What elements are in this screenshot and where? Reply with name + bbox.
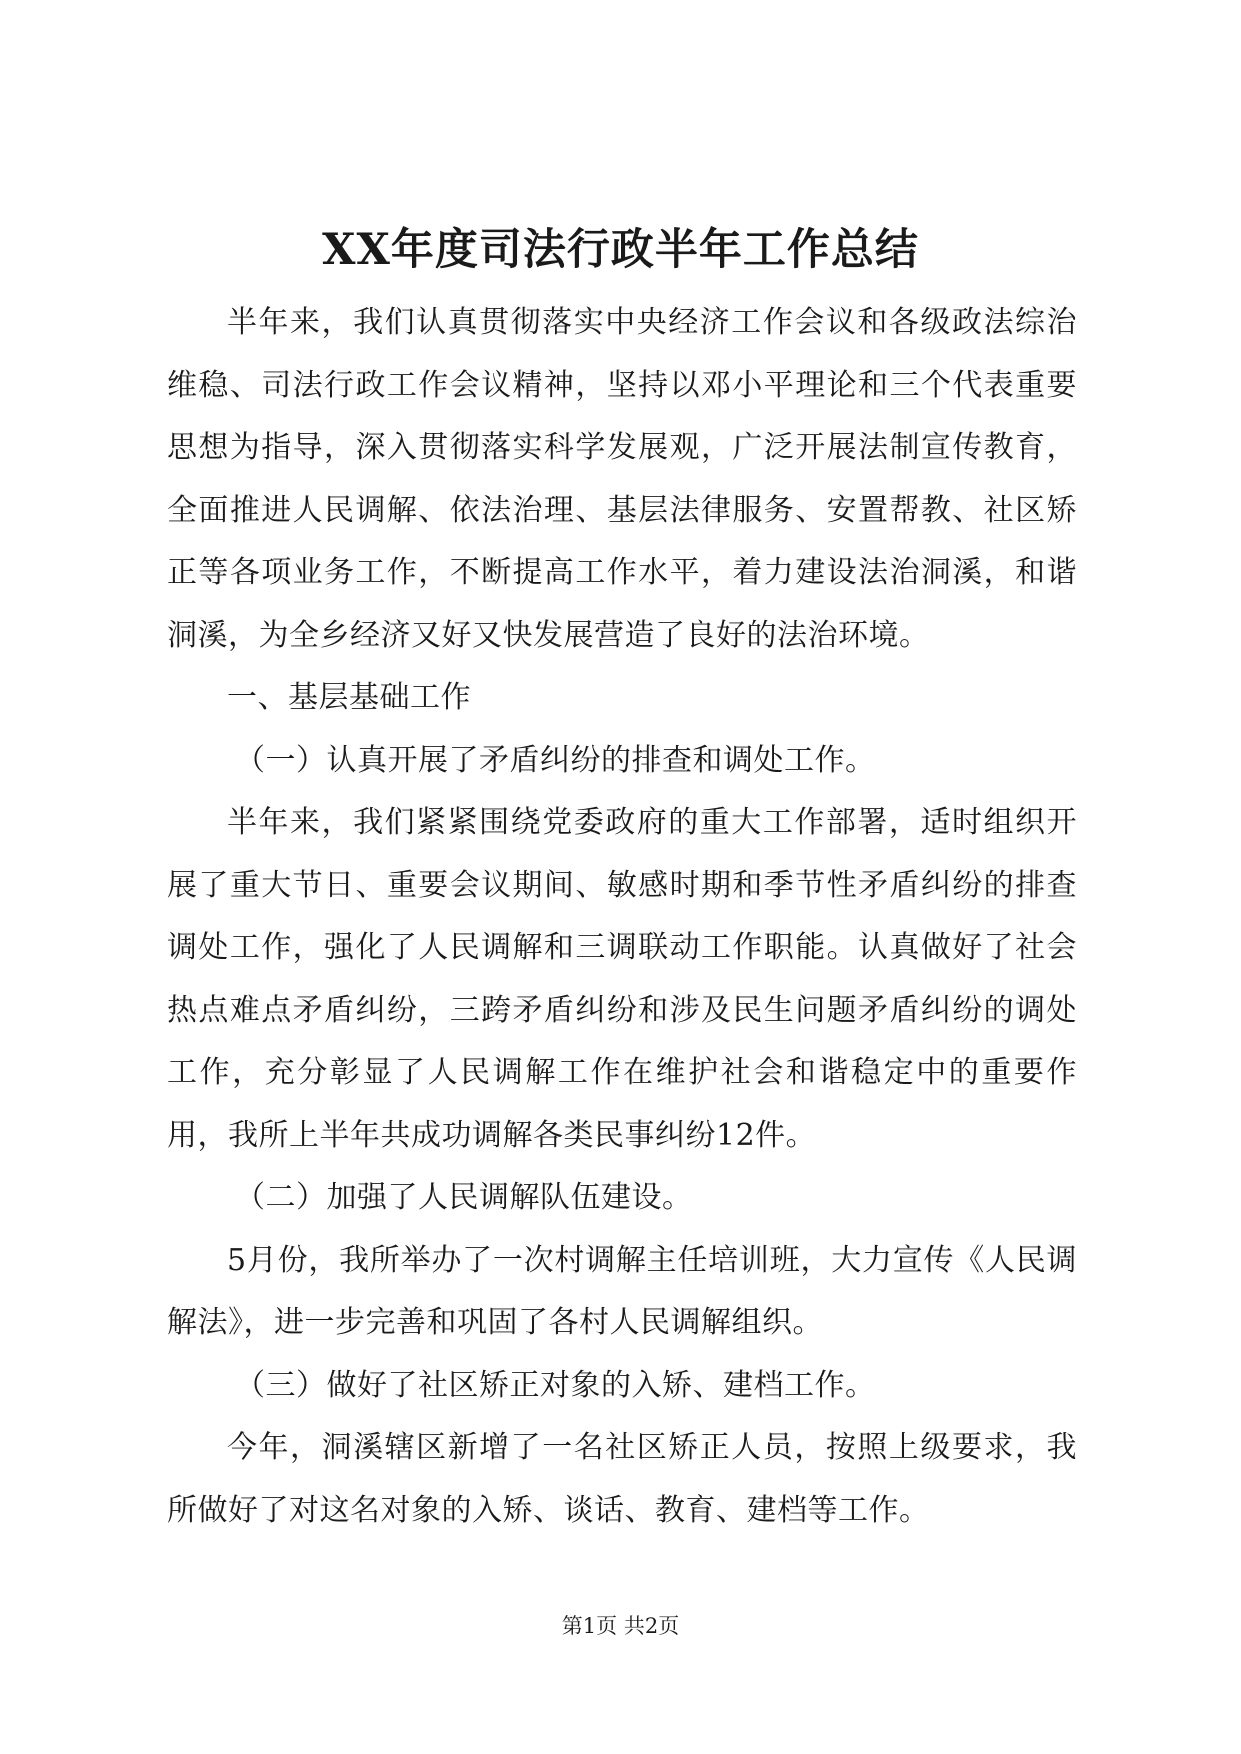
subsection-heading: （一）认真开展了矛盾纠纷的排查和调处工作。 [235,742,876,778]
subsection-heading: （二）加强了人民调解队伍建设。 [235,1180,693,1215]
paragraph-intro: 半年来，我们认真贯彻落实中央经济工作会议和各级政法综治维稳、司法行政工作会议精神，坚持以邓小平理论和三个代表重要思想为指导，深入贯彻落实科学发展观，广泛开展法制宣传教育，全面推进人民调解、依法治理、基层法律服务、安置帮教、社区矫正等各项业务工作，不断提高工作水平，着力建设法治洞溪，和谐洞溪，为全乡经济又好又快发展营造了良好的法治环境。 [167,305,1077,653]
section-heading: 一、基层基础工作 [227,680,471,715]
page-number-footer: 第1页 共2页 [561,1614,680,1638]
document-title: XX年度司法行政半年工作总结 [322,225,919,275]
paragraph: 半年来，我们紧紧围绕党委政府的重大工作部署，适时组织开展了重大节日、重要会议期间、敏感时期和季节性矛盾纠纷的排查调处工作，强化了人民调解和三调联动工作职能。认真做好了社会热点难点矛盾纠纷，三跨矛盾纠纷和涉及民生问题矛盾纠纷的调处工作，充分彰显了人民调解工作在维护社会和谐稳定中的重要作用，我所上半年共成功调解各类民事纠纷12件。 [167,805,1077,1153]
paragraph: 5月份，我所举办了一次村调解主任培训班，大力宣传《人民调解法》，进一步完善和巩固了各村人民调解组织。 [167,1242,1077,1340]
subsection-heading: （三）做好了社区矫正对象的入矫、建档工作。 [235,1367,876,1403]
document-body [167,292,1077,1542]
paragraph: 今年，洞溪辖区新增了一名社区矫正人员，按照上级要求，我所做好了对这名对象的入矫、谈话、教育、建档等工作。 [167,1430,1077,1528]
